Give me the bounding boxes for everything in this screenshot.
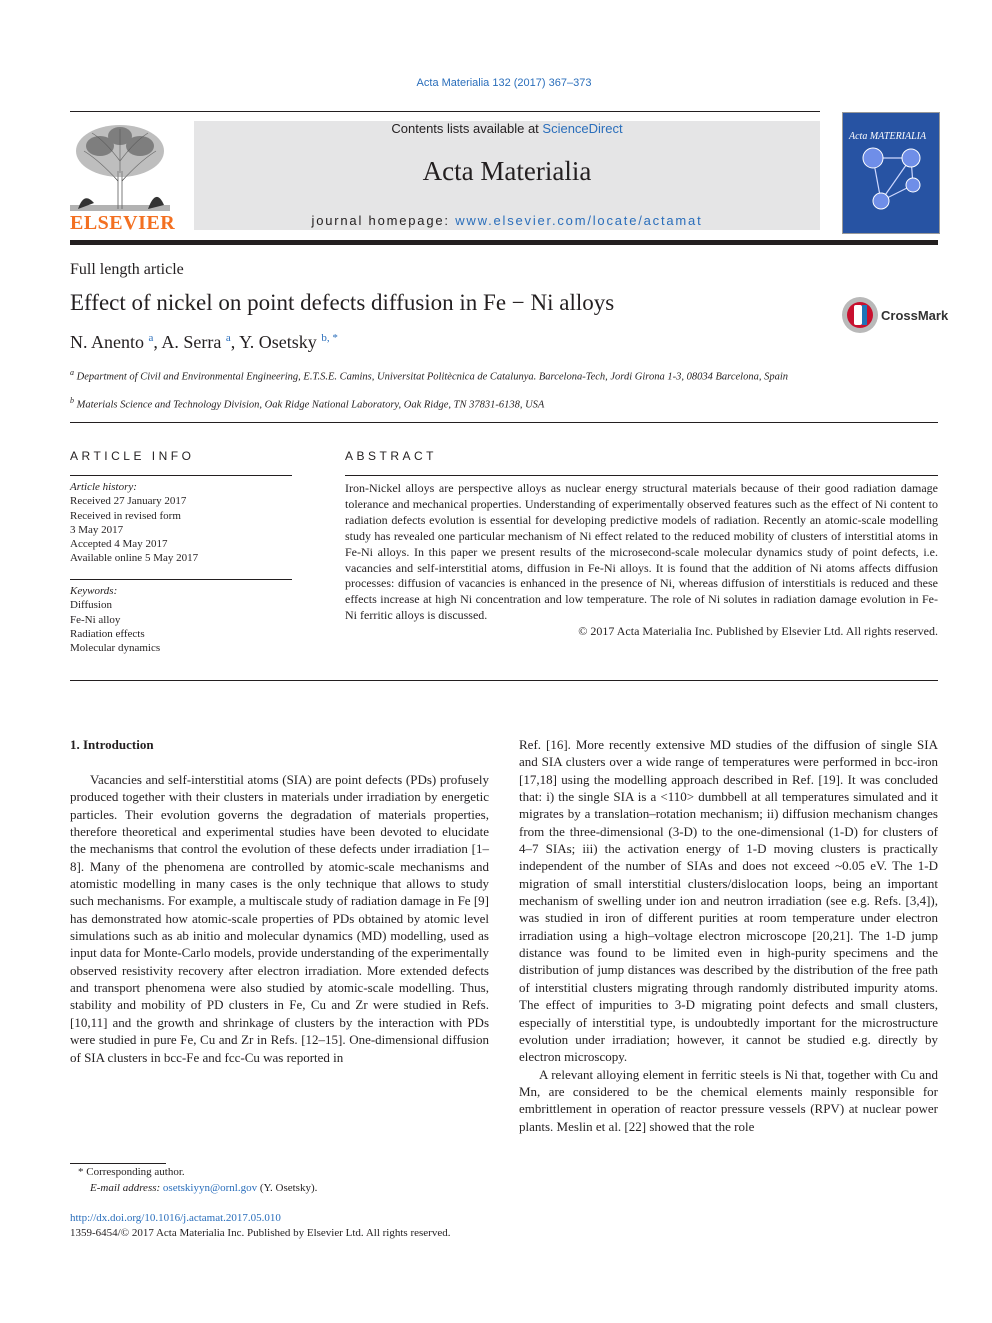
abstract-body bbox=[345, 481, 938, 640]
corresponding-author-note bbox=[70, 1165, 498, 1180]
corresponding-label: Corresponding author. bbox=[86, 1166, 185, 1178]
title-block-rule bbox=[70, 422, 938, 423]
email-label: E-mail address: bbox=[90, 1182, 161, 1194]
author-list: N. Anento $^a$, A. Serra $^a$, Y. Osetsky $^{b, *}$ bbox=[70, 332, 338, 352]
doi-link[interactable]: http://dx.doi.org/10.1016/j.actamat.2017.05.010 bbox=[70, 1212, 281, 1224]
contents-prefix: Contents lists available at bbox=[391, 121, 543, 136]
keywords-label: Keywords: bbox=[70, 585, 118, 597]
body-paragraph: Ref. [16]. More recently extensive MD studies of the diffusion of single SIA and SIA clusters over a wide range of temperatures were performed in bcc-iron [17,18] using the modelling approach described in Ref. [19]. It was concluded that: i) the single SIA is a <110> dumbbell at all temperatures simulated and it migrates by a translation–rotation mechanism; ii) diffusion mechanism changes from the three-dimensional (3-D) to the one-dimensional (1-D) for clusters of 4–7 SIAs; iii) the activation energy of 1-D moving clusters is practically independent of the number of SIAs and does not exceed ~0.05 eV. The 1-D migration of small interstitial clusters/dislocation loops, being an important mechanism of swelling under ion and neutron irradiation (see e.g. Refs. [3,4]), was studied in iron of different purities at room temperature under electron irradiation using a high–voltage electron microscope [20,21]. The 1-D jump distance was found to be limited even in high-purity specimens and the distribution of jump distances was described by the distribution of the free path of interstitial clusters migrating through randomly distributed impurity atoms. The effect of impurities to 3-D migrating point defects and small clusters, especially of interstitial type, is undoubtedly important for the microstructure evolution under irradiation; however, it cannot be studied e.g. directly by electron microscopy. bbox=[519, 737, 938, 1065]
history-item: Received 27 January 2017 bbox=[70, 495, 187, 508]
author-affiliation-marker[interactable]: a bbox=[225, 332, 231, 344]
author-name: Y. Osetsky bbox=[239, 332, 317, 352]
issn-copyright: 1359-6454/© 2017 Acta Materialia Inc. Published by Elsevier Ltd. All rights reserved. bbox=[70, 1227, 451, 1239]
sciencedirect-link[interactable]: ScienceDirect bbox=[542, 121, 623, 136]
keyword: Molecular dynamics bbox=[70, 642, 161, 655]
footnote-rule bbox=[70, 1163, 166, 1164]
homepage-prefix: journal homepage: bbox=[311, 213, 456, 228]
abstract-paragraph: Iron-Nickel alloys are perspective alloys as nuclear energy structural materials because of their good radiation damage tolerance and mechanical properties. Understanding of experimentally observed features such as the effect of Ni content to radiation defects evolution is essential for developing predictive models of radiation. Recently an atomic-scale modelling study has revealed one particular mechanism of Ni effect related to the reduced mobility of clusters of interstitial atoms in Fe-Ni alloys. In this paper we present results of the microsecond-scale molecular dynamics study of point defects, i.e. vacancies and self-interstitial atoms, diffusion in Fe-Ni alloys. It is found that the addition of Ni atoms affects diffusion processes: diffusion of vacancies is enhanced in the presence of Ni, whereas diffusion of interstitials is reduced and these effects increase at high Ni concentration and low temperature. The role of Ni solutes in radiation damage evolution in Fe-Ni ferritic alloys is discussed. bbox=[345, 481, 938, 623]
journal-citation[interactable]: Acta Materialia 132 (2017) 367–373 bbox=[416, 77, 592, 89]
crossmark-icon bbox=[841, 296, 879, 334]
footnote-marker: * bbox=[78, 1166, 84, 1178]
history-item: 3 May 2017 bbox=[70, 523, 124, 536]
body-right-column bbox=[519, 736, 938, 1135]
abstract-rule bbox=[345, 475, 938, 476]
cover-title: Acta MATERIALIA bbox=[849, 131, 927, 142]
article-history bbox=[70, 480, 292, 566]
history-label: Article history: bbox=[70, 481, 137, 493]
author-name: A. Serra bbox=[161, 332, 222, 352]
abstract-copyright: © 2017 Acta Materialia Inc. Published by Elsevier Ltd. All rights reserved. bbox=[578, 624, 938, 639]
keyword: Fe-Ni alloy bbox=[70, 613, 121, 626]
journal-homepage bbox=[194, 213, 820, 228]
keyword: Radiation effects bbox=[70, 627, 145, 640]
journal-name: Acta Materialia bbox=[422, 156, 592, 186]
elsevier-wordmark: ELSEVIER bbox=[70, 212, 176, 234]
author-affiliation-marker[interactable]: b, * bbox=[321, 332, 338, 344]
article-type: Full length article bbox=[70, 261, 184, 278]
history-item: Available online 5 May 2017 bbox=[70, 552, 199, 565]
keywords-rule bbox=[70, 579, 292, 580]
history-item: Received in revised form bbox=[70, 509, 181, 522]
homepage-link[interactable]: www.elsevier.com/locate/actamat bbox=[455, 213, 703, 228]
header-thick-rule bbox=[70, 240, 938, 245]
history-item: Accepted 4 May 2017 bbox=[70, 538, 168, 551]
article-title: Effect of nickel on point defects diffusion in Fe − Ni alloys bbox=[70, 290, 615, 315]
keywords bbox=[70, 584, 292, 655]
article-info-heading: ARTICLE INFO bbox=[70, 449, 195, 463]
affiliation-b bbox=[70, 394, 800, 413]
email-note bbox=[70, 1181, 510, 1196]
affiliation-text: Department of Civil and Environmental Engineering, E.T.S.E. Camins, Universitat Politècnica de Catalunya. Barcelona-Tech, Jordi Girona 1-3, 08034 Barcelona, Spain bbox=[76, 371, 789, 383]
body-paragraph: Vacancies and self-interstitial atoms (SIA) are point defects (PDs) profusely produced together with their clusters in materials under irradiation by energetic particles. Their evolution governs the degradation of materials properties, therefore theoretical and experimental studies have been devoted to elucidate the mechanisms that control the evolution of these defects under irradiation [1–8]. Many of the phenomena are controlled by atomic-scale mechanisms and atomistic modelling in many cases is the only technique that allows to study such mechanisms. For example, a multiscale study of radiation damage in Fe [9] has demonstrated how atomic-scale properties of PDs obtained by atomic level simulations such as ab initio and molecular dynamics (MD) modelling, used as input data for Monte-Carlo models, provide understanding of the experimentally observed resistivity recovery after electron irradiation. More extended defects and transport phenomena were also studied by atomic-scale modelling. Thus, stability and mobility of PD clusters in Fe, Cu and Zr were studied in Refs. [10,11] and the growth and shrinkage of clusters by the interaction with PDs were studied in pure Fe, Cu and Zr in Refs. [12–15]. One-dimensional diffusion of SIA clusters in bcc-Fe and fcc-Cu was reported in bbox=[70, 772, 489, 1065]
body-paragraph: A relevant alloying element in ferritic steels is Ni that, together with Cu and Mn, are considered to be the chemical elements mainly responsible for embrittlement in operation of reactor pressure vessels (RPV) at nuclear power plants. Meslin et al. [22] showed that the role bbox=[519, 1066, 938, 1134]
abstract-heading: ABSTRACT bbox=[345, 449, 438, 463]
affiliation-a bbox=[70, 366, 800, 385]
affiliation-mark: a bbox=[70, 368, 74, 377]
email-link[interactable]: osetskiyyn@ornl.gov bbox=[162, 1182, 258, 1194]
email-suffix: (Y. Osetsky). bbox=[259, 1182, 318, 1194]
abstract-bottom-rule bbox=[70, 680, 938, 681]
journal-cover-image bbox=[842, 112, 940, 234]
header-rule bbox=[70, 111, 820, 112]
footer bbox=[70, 1211, 450, 1241]
affiliation-mark: b bbox=[70, 396, 74, 405]
affiliation-text: Materials Science and Technology Division, Oak Ridge National Laboratory, Oak Ridge, TN 37831-6138, USA bbox=[76, 399, 545, 411]
contents-line bbox=[194, 121, 820, 136]
article-info-rule bbox=[70, 475, 292, 476]
keyword: Diffusion bbox=[70, 599, 112, 612]
section-heading-introduction: 1. Introduction bbox=[70, 737, 154, 752]
author-affiliation-marker[interactable]: a bbox=[148, 332, 154, 344]
author-name: N. Anento bbox=[70, 332, 144, 352]
crossmark-label[interactable]: CrossMark bbox=[881, 308, 949, 323]
body-left-column bbox=[70, 771, 489, 1066]
